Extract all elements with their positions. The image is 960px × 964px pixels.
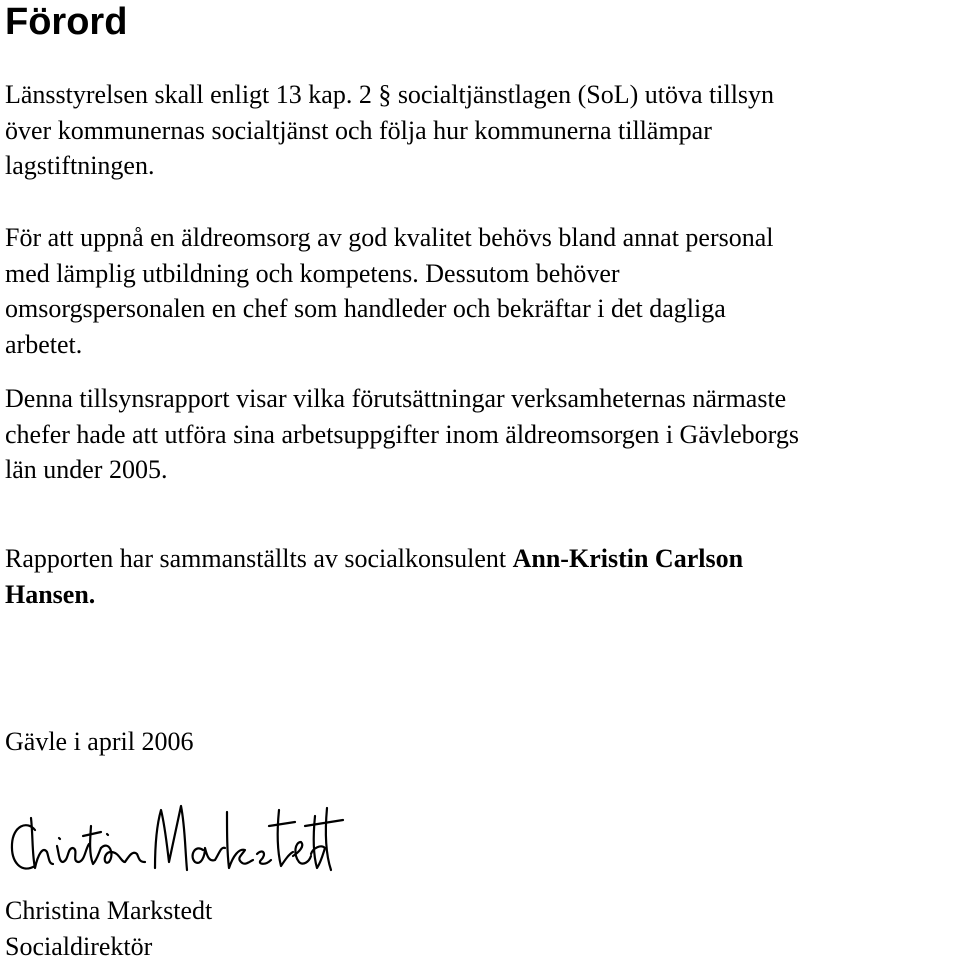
paragraph-line: län under 2005. [5,452,960,488]
paragraph-line: med lämplig utbildning och kompetens. Dessutom behöver [5,256,960,292]
paragraph-line: chefer hade att utföra sina arbetsuppgifter inom äldreomsorgen i Gävleborgs [5,417,960,453]
handwritten-signature [5,796,345,892]
paragraph-line: Länsstyrelsen skall enligt 13 kap. 2 § socialtjänstlagen (SoL) utöva tillsyn [5,77,960,113]
quality-paragraph [5,220,960,362]
paragraph-line: För att uppnå en äldreomsorg av god kvalitet behövs bland annat personal [5,220,960,256]
paragraph-line: Denna tillsynsrapport visar vilka förutsättningar verksamheternas närmaste [5,381,960,417]
author-intro-text: Rapporten har sammanställts av socialkonsulent [5,544,513,573]
intro-paragraph [5,77,960,184]
signatory-name: Christina Markstedt [5,893,960,929]
report-scope-paragraph [5,381,960,488]
author-paragraph [5,541,960,612]
paragraph-line: arbetet. [5,327,960,363]
signatory-role: Socialdirektör [5,929,960,964]
page-title: Förord [5,0,127,44]
author-name: Ann-Kristin Carlson [513,544,743,573]
paragraph-line: lagstiftningen. [5,148,960,184]
paragraph-line: över kommunernas socialtjänst och följa hur kommunerna tillämpar [5,113,960,149]
paragraph-line: omsorgspersonalen en chef som handleder och bekräftar i det dagliga [5,291,960,327]
paragraph-line [5,541,960,577]
signatory-block [5,893,960,964]
author-name-continued: Hansen. [5,577,960,613]
place-date: Gävle i april 2006 [5,724,960,760]
